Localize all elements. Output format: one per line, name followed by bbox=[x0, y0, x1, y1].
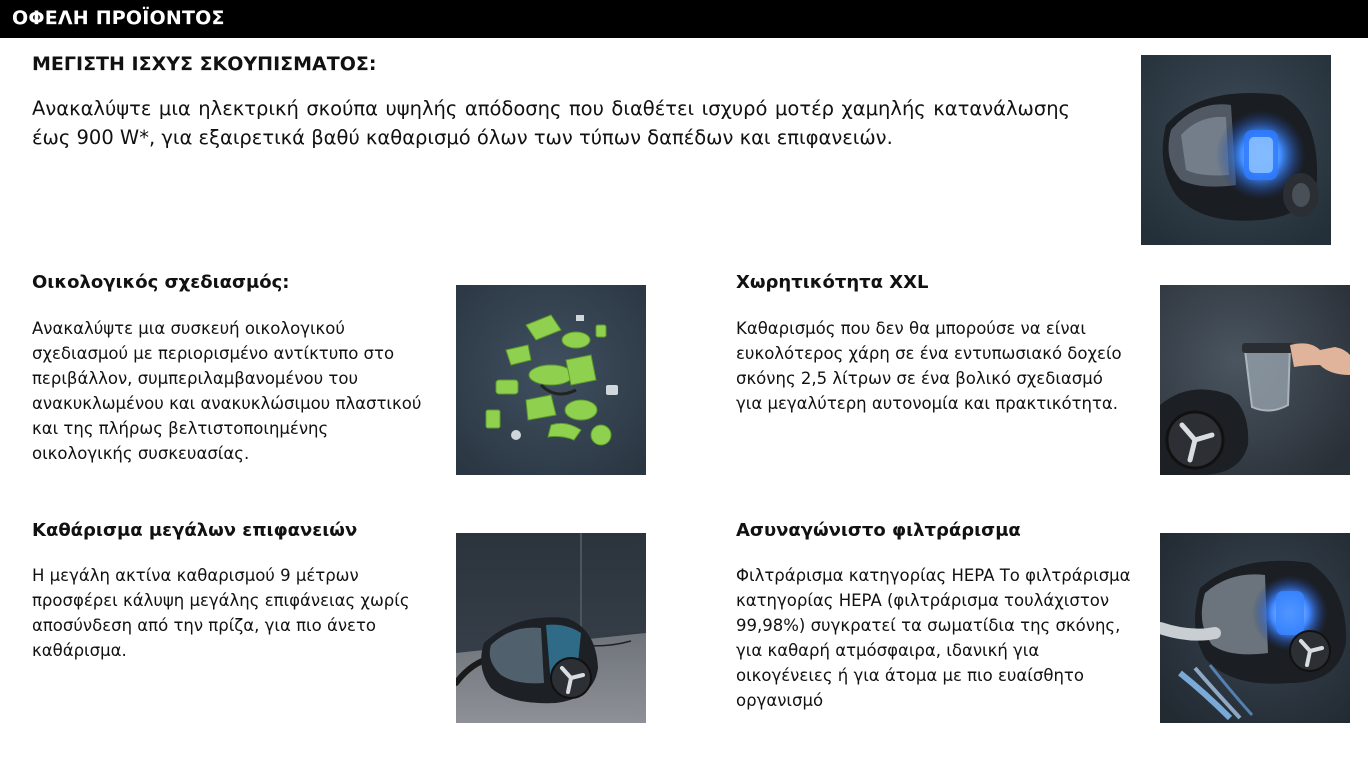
section-heading-eco-design: Οικολογικός σχεδιασμός: bbox=[32, 272, 290, 293]
section-text-filtration: Φιλτράρισμα κατηγορίας HEPA Το φιλτράρισμα κατηγορίας HEPA (φιλτράρισμα τουλάχιστον 99,98%) συγκρατεί τα σωματίδια της σκόνης, για καθαρή ατμόσφαιρα, ιδανική για οικογένειες ή για άτομα με πιο ευαίσθητο οργανισμό bbox=[736, 566, 1131, 710]
section-heading-xxl-capacity: Χωρητικότητα XXL bbox=[736, 272, 929, 293]
section-heading-large-surfaces: Καθάρισμα μεγάλων επιφανειών bbox=[32, 520, 358, 541]
vacuum-motor-glow-icon bbox=[1141, 55, 1331, 245]
section-text-large-surfaces: Η μεγάλη ακτίνα καθαρισμού 9 μέτρων προσφέρει κάλυψη μεγάλης επιφάνειας χωρίς αποσύνδεση από την πρίζα, για πιο άνετο καθάρισμα. bbox=[32, 566, 410, 660]
vacuum-room-icon bbox=[456, 533, 646, 723]
dust-container-icon bbox=[1160, 285, 1350, 475]
header-bar bbox=[0, 0, 1368, 38]
exploded-parts-icon bbox=[456, 285, 646, 475]
airflow-filter-icon bbox=[1160, 533, 1350, 723]
section-heading-filtration: Ασυναγώνιστο φιλτράρισμα bbox=[736, 520, 1021, 541]
hero-heading: ΜΕΓΙΣΤΗ ΙΣΧΥΣ ΣΚΟΥΠΙΣΜΑΤΟΣ: bbox=[32, 53, 377, 75]
hero-text: Ανακαλύψτε μια ηλεκτρική σκούπα υψηλής απόδοσης που διαθέτει ισχυρό μοτέρ χαμηλής κατανάλωσης έως 900 W*, για εξαιρετικά βαθύ καθαρισμό όλων των τύπων δαπέδων και επιφανειών. bbox=[32, 97, 1070, 149]
section-text-xxl-capacity: Καθαρισμός που δεν θα μπορούσε να είναι ευκολότερος χάρη σε ένα εντυπωσιακό δοχείο σκόνης 2,5 λίτρων σε ένα βολικό σχεδιασμό για μεγαλύτερη αυτονομία και πρακτικότητα. bbox=[736, 319, 1122, 413]
section-text-eco-design: Ανακαλύψτε μια συσκευή οικολογικού σχεδιασμού με περιορισμένο αντίκτυπο στο περιβάλλον, συμπεριλαμβανομένου του ανακυκλωμένου και ανακυκλώσιμου πλαστικού και της πλήρως βελτιστοποιημένης οικολογικής συσκευασίας. bbox=[32, 319, 422, 463]
page-title: ΟΦΕΛΗ ΠΡΟΪΟΝΤΟΣ bbox=[12, 7, 225, 29]
